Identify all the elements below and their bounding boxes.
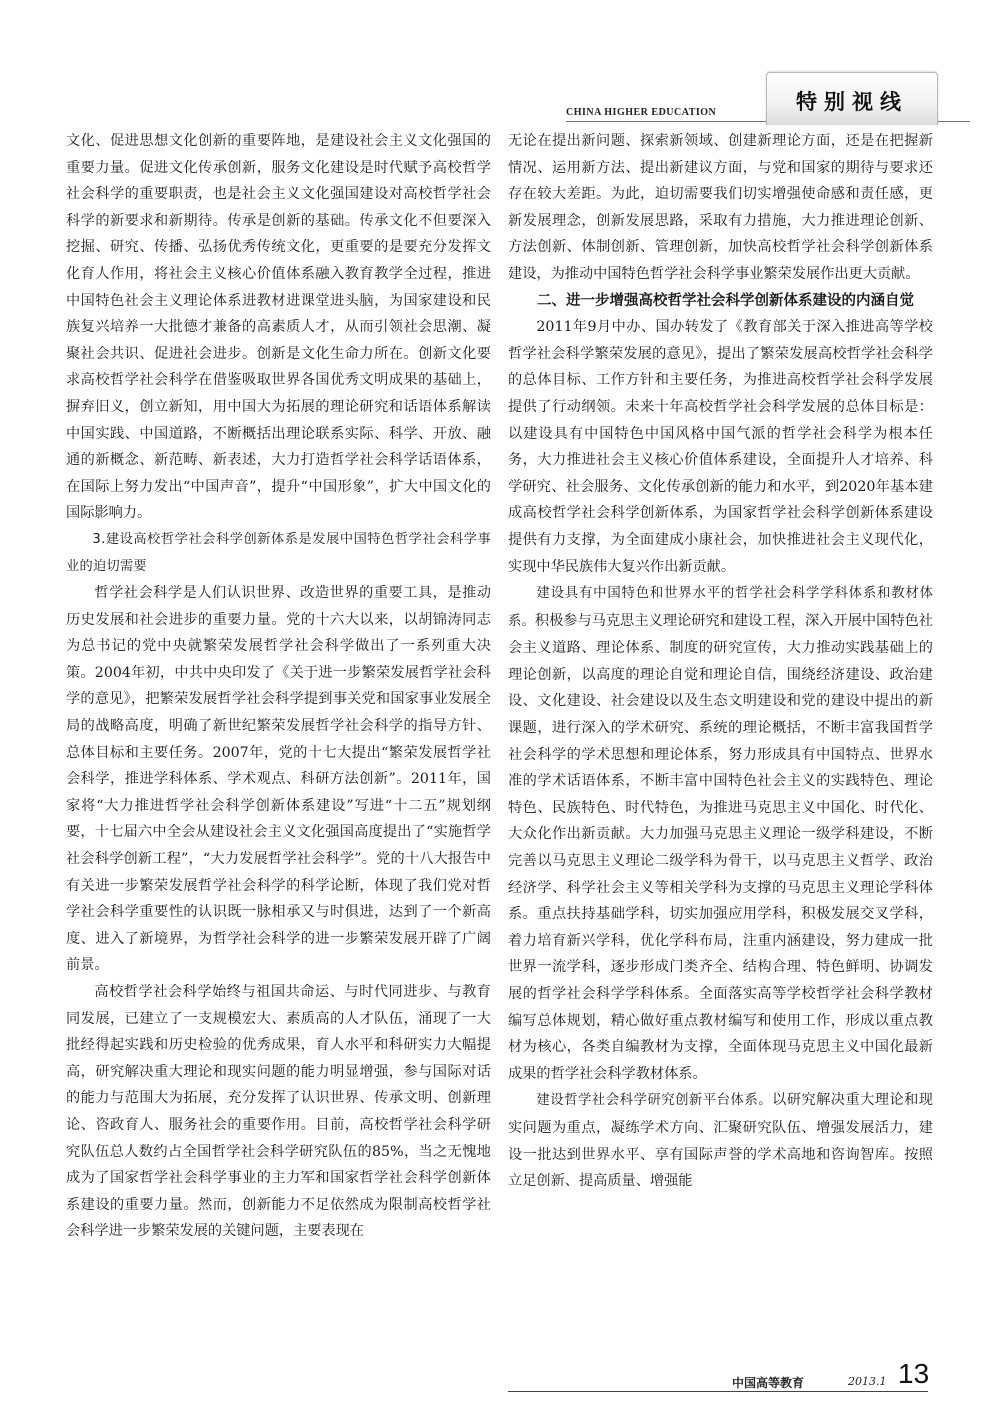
paragraph-lead: 建设哲学社会科学研究创新平台体系。 — [536, 1093, 773, 1109]
section-badge — [766, 72, 938, 125]
page-number: 13 — [898, 1358, 930, 1389]
subsection-heading: 3.建设高校哲学社会科学创新体系是发展中国特色哲学社会科学事业的迫切需要 — [66, 531, 491, 574]
right-column — [508, 128, 933, 1353]
body-paragraph — [508, 580, 933, 1087]
section-badge-label: 特别视线 — [796, 90, 908, 114]
body-paragraph: 无论在提出新问题、探索新领域、创建新理论方面，还是在把握新情况、运用新方法、提出新建议方面，与党和国家的期待与要求还存在较大差距。为此，迫切需要我们切实增强使命感和责任感，更新发展理念，创新发展思路，采取有力措施，大力推进理论创新、方法创新、体制创新、管理创新，加快高校哲学社会科学创新体系建设，为推动中国特色哲学社会科学事业繁荣发展作出更大贡献。 — [508, 133, 933, 282]
paragraph-lead: 建设具有中国特色和世界水平的哲学社会科学学科体系和教材体系。 — [508, 586, 933, 629]
paragraph-text: 以研究解决重大理论和现实问题为重点，凝练学术方向、汇聚研究队伍、增强发展活力，建设一批达到世界水平、享有国际声誉的学术高地和咨询智库。按照立足创新、提高质量、增强能 — [508, 1092, 933, 1190]
journal-english-title: CHINA HIGHER EDUCATION — [566, 107, 717, 118]
body-paragraph — [508, 1087, 933, 1194]
body-paragraph: 高校哲学社会科学始终与祖国共命运、与时代同进步、与教育同发展，已建立了一支规模宏大、素质高的人才队伍，涌现了一大批经得起实践和历史检验的优秀成果，育人水平和科研实力大幅提高，研究解决重大理论和现实问题的能力明显增强，参与国际对话的能力与范围大为拓展，充分发挥了认识世界、传承文明、创新理论、咨政育人、服务社会的重要作用。目前，高校哲学社会科学研究队伍总人数约占全国哲学社会科学研究队伍的85%，当之无愧地成为了国家哲学社会科学事业的主力军和国家哲学社会科学创新体系建设的重要力量。然而，创新能力不足依然成为限制高校哲学社会科学进一步繁荣发展的关键问题，主要表现在 — [66, 984, 491, 1240]
left-column — [66, 128, 491, 1353]
body-paragraph: 2011年9月中办、国办转发了《教育部关于深入推进高等学校哲学社会科学繁荣发展的意见》，提出了繁荣发展高校哲学社会科学的总体目标、工作方针和主要任务，为推进高校哲学社会科学发展提供了行动纲领。未来十年高校哲学社会科学发展的总体目标是：以建设具有中国特色中国风格中国气派的哲学社会科学为根本任务，大力推进社会主义核心价值体系建设，全面提升人才培养、科学研究、社会服务、文化传承创新的能力和水平，到2020年基本建成高校哲学社会科学创新体系，为国家哲学社会科学创新体系建设提供有力支撑，为全面建成小康社会，加快推进社会主义现代化，实现中华民族伟大复兴作出新贡献。 — [508, 319, 933, 575]
footer-rule — [508, 1391, 928, 1392]
footer-journal-name: 中国高等教育 — [732, 1376, 805, 1390]
paragraph-text: 积极参与马克思主义理论研究和建设工程，深入开展中国特色社会主义道路、理论体系、制度的研究宣传，大力推动实践基础上的理论创新，以高度的理论自觉和理论自信，围绕经济建设、政治建设、文化建设、社会建设以及生态文明建设和党的建设中提出的新课题，进行深入的学术研究、系统的理论概括，不断丰富我国哲学社会科学的学术思想和理论体系，努力形成具有中国特点、世界水准的学术话语体系，不断丰富中国特色社会主义的实践特色、理论特色、民族特色、时代特色，为推进马克思主义中国化、时代化、大众化作出新贡献。大力加强马克思主义理论一级学科建设，不断完善以马克思主义理论二级学科为骨干，以马克思主义哲学、政治经济学、科学社会主义等相关学科为支撑的马克思主义理论学科体系。重点扶持基础学科，切实加强应用学科，积极发展交叉学科，着力培育新兴学科，优化学科布局，注重内涵建设，努力建成一批世界一流学科，逐步形成门类齐全、结构合理、特色鲜明、协调发展的哲学社会科学学科体系。全面落实高等学校哲学社会科学教材编写总体规划，精心做好重点教材编写和使用工作，形成以重点教材为核心，各类自编教材为支撑，全面体现马克思主义中国化最新成果的哲学社会科学教材体系。 — [508, 612, 933, 1082]
body-paragraph: 文化、促进思想文化创新的重要阵地，是建设社会主义文化强国的重要力量。促进文化传承创新，服务文化建设是时代赋予高校哲学社会科学的重要职责，也是社会主义文化强国建设对高校哲学社会科学的新要求和新期待。传承是创新的基础。传承文化不但要深入挖掘、研究、传播、弘扬优秀传统文化，更重要的是要充分发挥文化育人作用，将社会主义核心价值体系融入教育教学全过程，推进中国特色社会主义理论体系进教材进课堂进头脑，为国家建设和民族复兴培养一大批德才兼备的高素质人才，从而引领社会思潮、凝聚社会共识、促进社会进步。创新是文化生命力所在。创新文化要求高校哲学社会科学在借鉴吸取世界各国优秀文明成果的基础上，摒弃旧义，创立新知，用中国大为拓展的理论研究和话语体系解读中国实践、中国道路，不断概括出理论联系实际、科学、开放、融通的新概念、新范畴、新表述，大力打造哲学社会科学话语体系，在国际上努力发出“中国声音”，提升“中国形象”，扩大中国文化的国际影响力。 — [66, 133, 491, 522]
section-heading: 二、进一步增强高校哲学社会科学创新体系建设的内涵自觉 — [537, 292, 914, 309]
body-paragraph: 哲学社会科学是人们认识世界、改造世界的重要工具，是推动历史发展和社会进步的重要力量。党的十六大以来，以胡锦涛同志为总书记的党中央就繁荣发展哲学社会科学做出了一系列重大决策。2004年初，中共中央印发了《关于进一步繁荣发展哲学社会科学的意见》，把繁荣发展哲学社会科学提到事关党和国家事业发展全局的战略高度，明确了新世纪繁荣发展哲学社会科学的指导方针、总体目标和主要任务。2007年，党的十七大提出“繁荣发展哲学社会科学，推进学科体系、学术观点、科研方法创新”。2011年，国家将“大力推进哲学社会科学创新体系建设”写进“十二五”规划纲要，十七届六中全会从建设社会主义文化强国高度提出了“实施哲学社会科学创新工程”，“大力发展哲学社会科学”。党的十八大报告中有关进一步繁荣发展哲学社会科学的科学论断，体现了我们党对哲学社会科学重要性的认识既一脉相承又与时俱进，达到了一个新高度、进入了新境界，为哲学社会科学的进一步繁荣发展开辟了广阔前景。 — [66, 585, 491, 974]
footer-issue: 2013.1 — [848, 1375, 887, 1388]
